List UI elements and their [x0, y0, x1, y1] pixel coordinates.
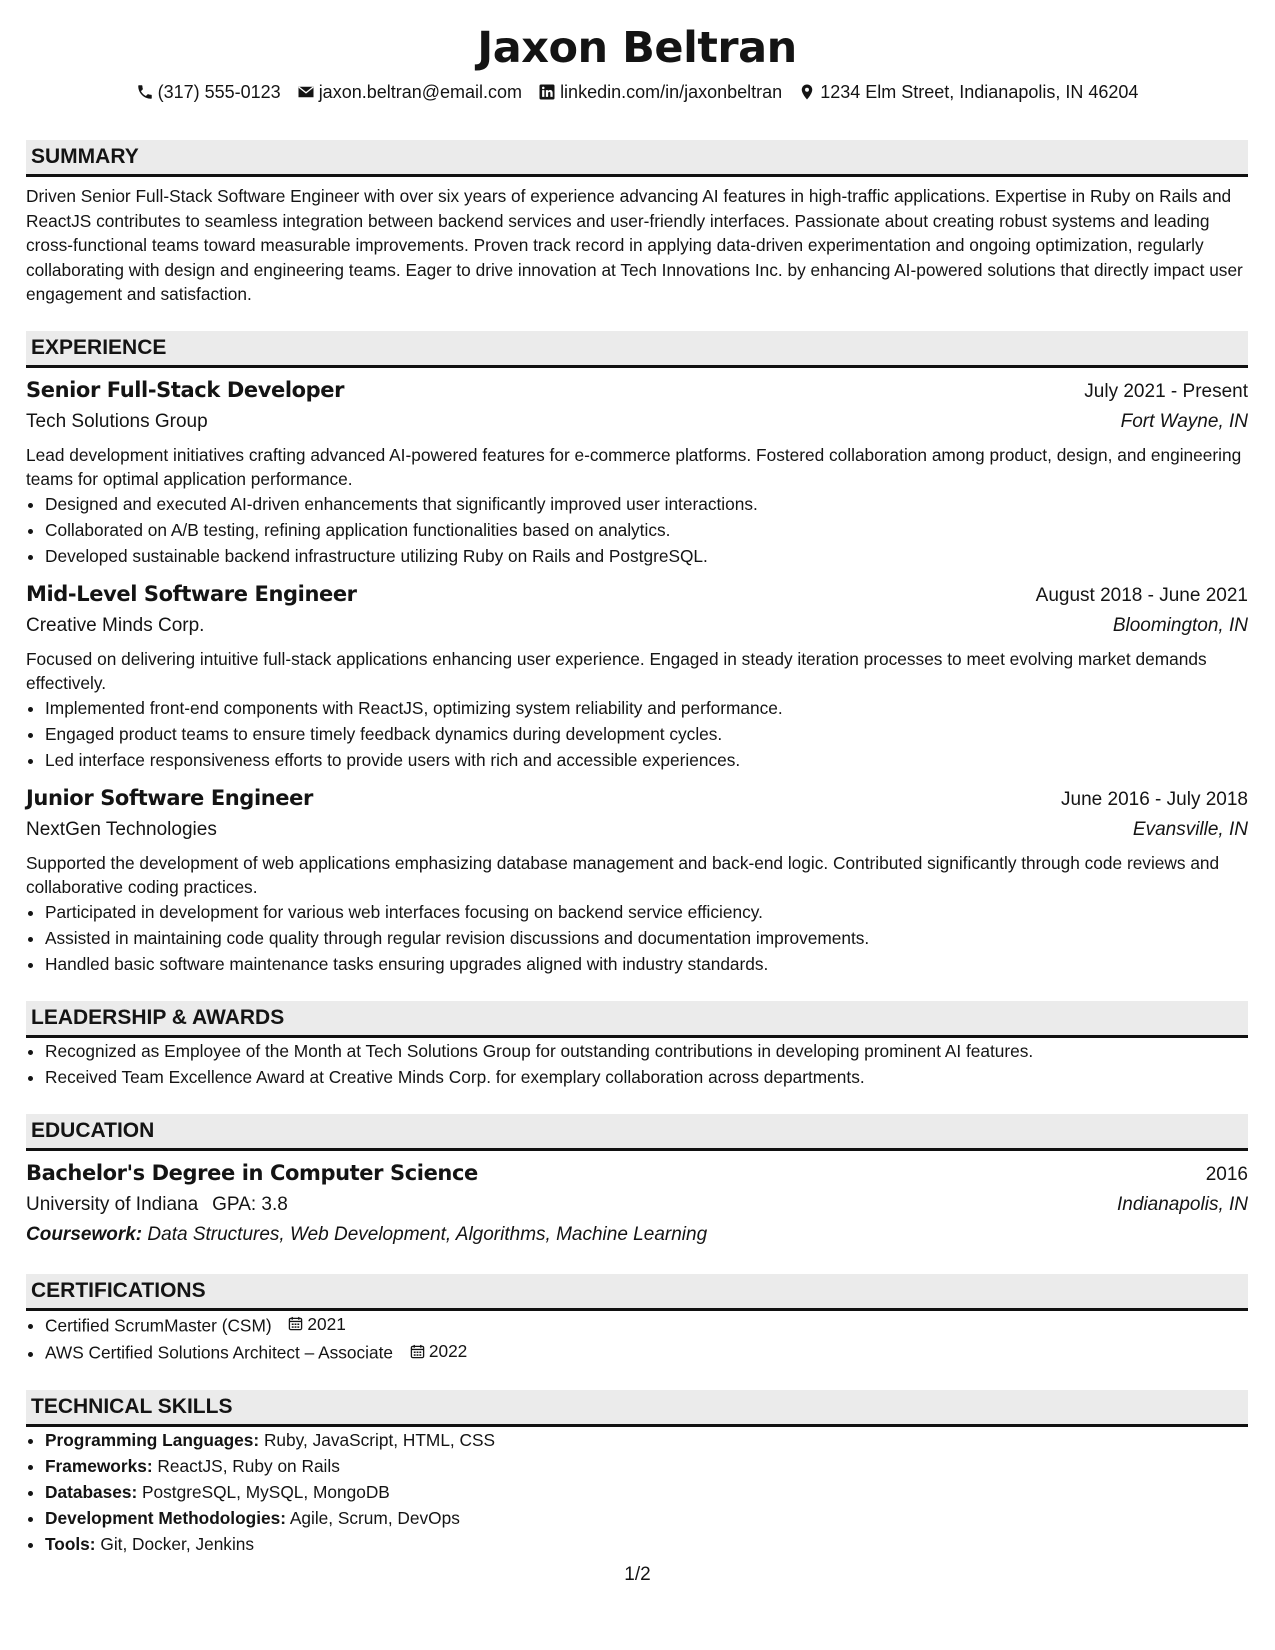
list-item: • Collaborated on A/B testing, refining application functionalities based on analytics.	[45, 517, 1248, 543]
phone-text: (317) 555-0123	[157, 82, 281, 102]
contact-linkedin[interactable]	[538, 80, 782, 104]
list-item	[45, 1453, 1248, 1479]
candidate-name: Jaxon Beltran	[477, 23, 797, 73]
cert-date	[410, 1338, 467, 1364]
list-item: • Recognized as Employee of the Month at Tech Solutions Group for outstanding contributions in developing prominent AI features.	[45, 1038, 1248, 1064]
email-link[interactable]: jaxon.beltran@email.com	[318, 82, 523, 102]
degree-title: Bachelor's Degree in Computer Science	[26, 1160, 478, 1185]
skill-label: Databases:	[45, 1481, 138, 1502]
job-dates: July 2021 - Present	[1084, 380, 1248, 402]
section-title-education: EDUCATION	[26, 1114, 1248, 1151]
job-bullets	[26, 695, 1248, 773]
list-item	[45, 1338, 1248, 1366]
phone-icon	[136, 83, 154, 101]
contact-address	[798, 80, 1138, 104]
skill-label: Tools:	[45, 1533, 96, 1554]
job-dates: June 2016 - July 2018	[1061, 788, 1248, 810]
job-entry	[26, 783, 1248, 977]
job-description: Lead development initiatives crafting advanced AI-powered features for e-commerce platforms. Fostered collaboration among product, design, and engineering teams for optimal application performance.	[26, 444, 1242, 489]
envelope-icon	[297, 83, 315, 101]
skill-value: Agile, Scrum, DevOps	[289, 1507, 460, 1528]
skill-value: PostgreSQL, MySQL, MongoDB	[142, 1481, 390, 1502]
certifications-list	[26, 1311, 1248, 1366]
education-entry	[26, 1158, 1248, 1250]
list-item: • Engaged product teams to ensure timely feedback dynamics during development cycles.	[45, 721, 1248, 747]
job-title: Junior Software Engineer	[26, 785, 313, 810]
linkedin-icon	[538, 83, 556, 101]
contact-phone	[136, 80, 281, 104]
job-company: Tech Solutions Group	[26, 410, 208, 432]
job-title: Mid-Level Software Engineer	[26, 581, 357, 606]
coursework-line	[26, 1220, 1248, 1250]
calendar-icon	[288, 1316, 303, 1331]
list-item: • Assisted in maintaining code quality through regular revision discussions and documentation improvements.	[45, 925, 1248, 951]
list-item	[45, 1427, 1248, 1453]
section-title-skills: TECHNICAL SKILLS	[26, 1390, 1248, 1427]
school-name: University of Indiana	[26, 1193, 199, 1215]
job-description: Focused on delivering intuitive full-stack applications enhancing user experience. Engaged in steady iteration processes to meet evolving market demands effectively.	[26, 648, 1207, 693]
school-location: Indianapolis, IN	[1117, 1193, 1248, 1215]
cert-year: 2021	[307, 1313, 346, 1334]
list-item	[45, 1505, 1248, 1531]
list-item: • Handled basic software maintenance tasks ensuring upgrades aligned with industry standards.	[45, 951, 1248, 977]
coursework-text: Data Structures, Web Development, Algorithms, Machine Learning	[147, 1223, 708, 1245]
resume-page	[26, 18, 1248, 1557]
job-description: Supported the development of web applications emphasizing database management and back-end logic. Contributed significantly through code reviews and collaborative coding practices.	[26, 852, 1220, 897]
address-text: 1234 Elm Street, Indianapolis, IN 46204	[820, 82, 1139, 102]
job-location: Fort Wayne, IN	[1120, 410, 1248, 432]
cert-date	[288, 1311, 345, 1337]
list-item: • Received Team Excellence Award at Creative Minds Corp. for exemplary collaboration across departments.	[45, 1064, 1248, 1090]
list-item: • Designed and executed AI-driven enhancements that significantly improved user interactions.	[45, 491, 1248, 517]
job-bullets	[26, 899, 1248, 977]
skill-value: Ruby, JavaScript, HTML, CSS	[263, 1429, 496, 1450]
job-dates: August 2018 - June 2021	[1035, 584, 1248, 606]
list-item	[45, 1479, 1248, 1505]
calendar-icon	[410, 1344, 425, 1359]
school-info	[26, 1190, 288, 1220]
coursework-label: Coursework:	[26, 1223, 143, 1245]
section-title-leadership: LEADERSHIP & AWARDS	[26, 1001, 1248, 1038]
job-entry	[26, 375, 1248, 569]
degree-year: 2016	[1205, 1163, 1248, 1185]
section-title-summary: SUMMARY	[26, 140, 1248, 177]
list-item: • Led interface responsiveness efforts to provide users with rich and accessible experiences.	[45, 747, 1248, 773]
list-item: • Implemented front-end components with ReactJS, optimizing system reliability and performance.	[45, 695, 1248, 721]
skill-value: ReactJS, Ruby on Rails	[157, 1455, 340, 1476]
job-location: Bloomington, IN	[1112, 614, 1248, 636]
linkedin-link[interactable]: linkedin.com/in/jaxonbeltran	[560, 82, 783, 102]
skill-label: Programming Languages:	[45, 1429, 260, 1450]
page-number: 1/2	[624, 1564, 651, 1585]
list-item: • Developed sustainable backend infrastructure utilizing Ruby on Rails and PostgreSQL.	[45, 543, 1248, 569]
gpa-text: GPA: 3.8	[212, 1193, 288, 1215]
skill-label: Development Methodologies:	[45, 1507, 286, 1528]
section-title-certifications: CERTIFICATIONS	[26, 1274, 1248, 1311]
skills-list	[26, 1427, 1248, 1557]
cert-name: Certified ScrumMaster (CSM)	[45, 1315, 272, 1336]
section-title-experience: EXPERIENCE	[26, 331, 1248, 368]
cert-year: 2022	[428, 1341, 468, 1362]
list-item: • Participated in development for various web interfaces focusing on backend service efficiency.	[45, 899, 1248, 925]
map-pin-icon	[798, 83, 816, 101]
job-location: Evansville, IN	[1132, 818, 1248, 840]
job-bullets	[26, 491, 1248, 569]
list-item	[45, 1531, 1248, 1557]
job-title: Senior Full-Stack Developer	[26, 377, 345, 402]
skill-label: Frameworks:	[45, 1455, 153, 1476]
list-item	[45, 1311, 1248, 1339]
summary-text: Driven Senior Full-Stack Software Engineer with over six years of experience advancing AI features in high-traffic applications. Expertise in Ruby on Rails and ReactJS contributes to seamless integration between backend services and user-friendly interfaces. Passionate about creating robust systems and leading cross-functional teams toward measurable improvements. Proven track record in applying data-driven experimentation and ongoing optimization, regularly collaborating with design and engineering teams. Eager to drive innovation at Tech Innovations Inc. by enhancing AI-powered solutions that directly impact user engagement and satisfaction.	[26, 186, 1243, 305]
awards-list	[26, 1038, 1248, 1090]
contact-bar	[26, 80, 1248, 104]
contact-email[interactable]	[297, 80, 522, 104]
job-entry	[26, 579, 1248, 773]
skill-value: Git, Docker, Jenkins	[100, 1533, 255, 1554]
job-company: NextGen Technologies	[26, 818, 217, 840]
cert-name: AWS Certified Solutions Architect – Associate	[45, 1342, 394, 1363]
job-company: Creative Minds Corp.	[26, 614, 205, 636]
